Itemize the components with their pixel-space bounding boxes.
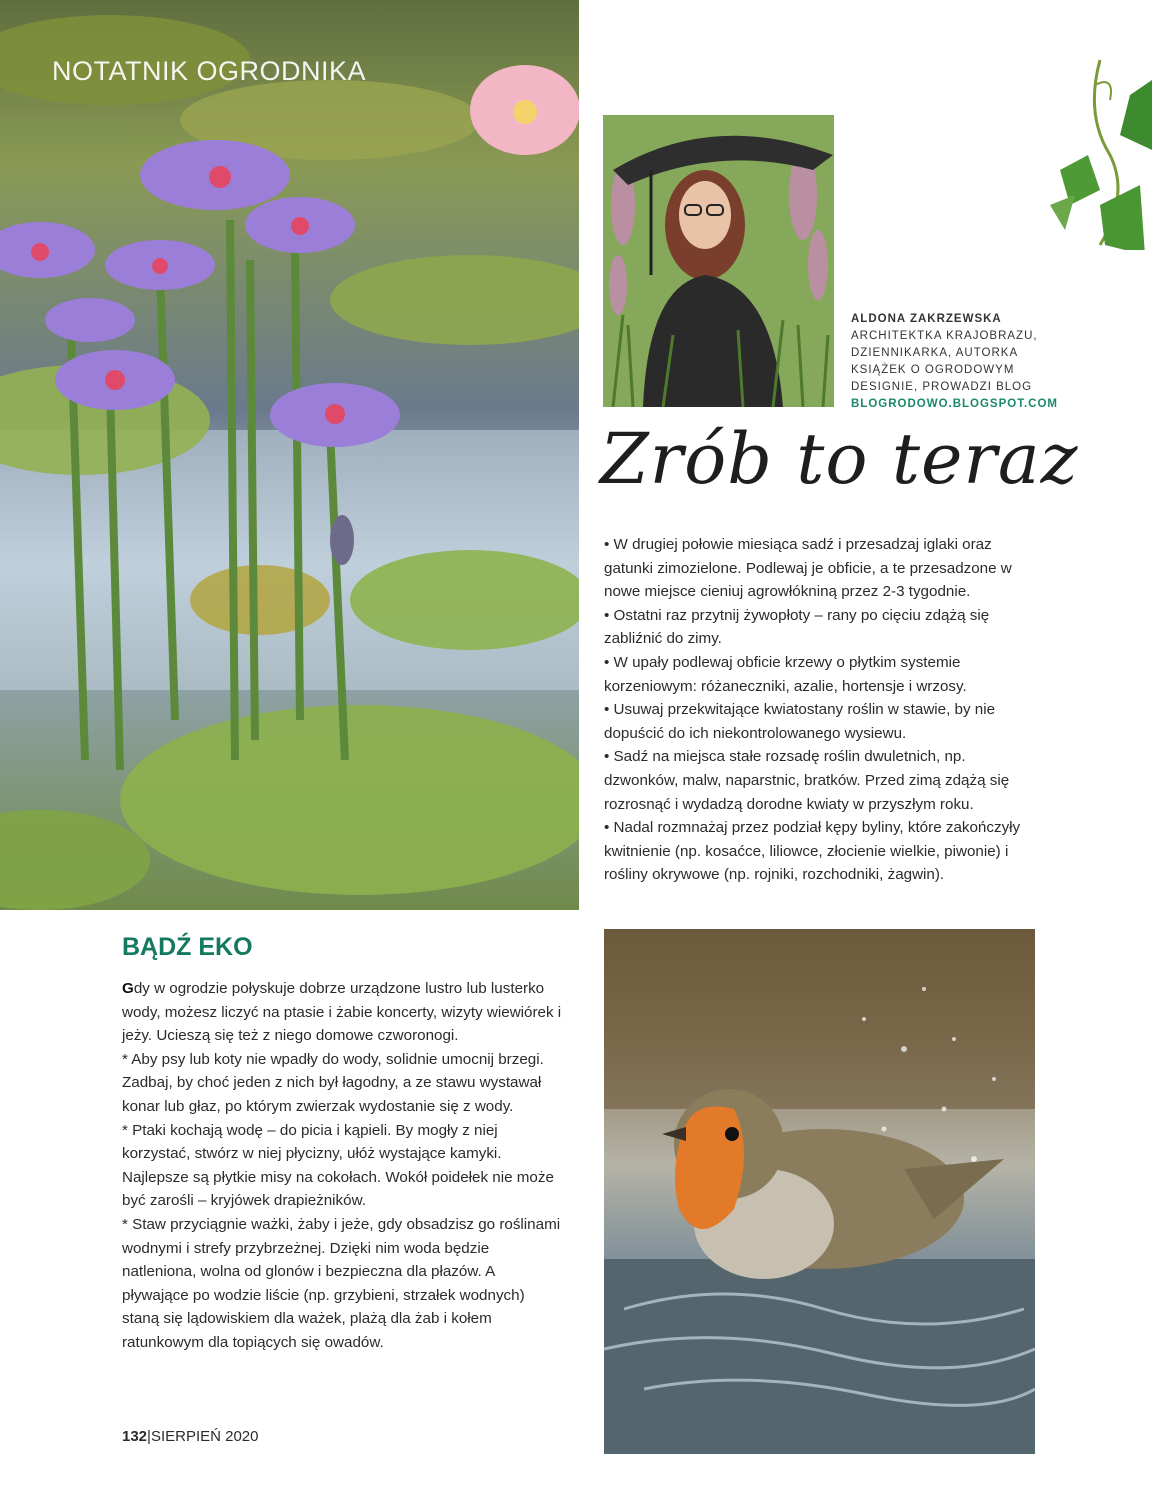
water-lily-photo [0, 0, 579, 910]
page-number: 132 [122, 1428, 148, 1445]
tip-item: • W drugiej połowie miesiąca sadź i przesadzaj iglaki oraz gatunki zimozielone. Podlewaj je obficie, a te przesadzone w nowe miejsce cieniuj agrowłókniną przez 2-3 tygodnie. [604, 533, 1044, 604]
eco-intro: Gdy w ogrodzie połyskuje dobrze urządzone lustro lub lusterko wody, możesz liczyć na ptasie i żabie koncerty, wizyty wiewiórek i jeży. Ucieszą się też z niego domowe czworonogi. [122, 980, 562, 1045]
tip-item: • Nadal rozmnażaj przez podział kępy byliny, które zakończyły kwitnienie (np. kosaćce, liliowce, złocienie wielkie, piwonie) i rośliny okrywowe (np. rojniki, rozchodniki, żagwin). [604, 816, 1044, 887]
tip-item: • Sadź na miejsca stałe rozsadę roślin dwuletnich, np. dzwonków, malw, naparstnic, bratków. Przed zimą zdążą się rozrosnąć i wydadzą dorodne kwiaty w przyszłym roku. [604, 745, 1044, 816]
author-name: ALDONA ZAKRZEWSKA [851, 313, 1002, 325]
eco-point: * Staw przyciągnie ważki, żaby i jeże, gdy obsadzisz go roślinami wodnymi i strefy przybrzeżnej. Dzięki nim woda będzie natleniona, wolna od glonów i bezpieczna dla płazów. A pływające po wodzie liście (np. grzybieni, strzałek wodnych) staną się lądowiskiem dla ważek, plażą dla żab i kołem ratunkowym dla topiących się owadów. [122, 1215, 561, 1351]
author-illustration [603, 115, 834, 407]
eco-point: * Aby psy lub koty nie wpadły do wody, solidnie umocnij brzegi. Zadbaj, by choć jeden z nich był łagodny, a ze stawu wystawał konar lub głaz, po którym zwierzak wydostanie się z wody. [122, 1050, 544, 1115]
author-info [851, 311, 1061, 413]
issue-date: SIERPIEŃ 2020 [150, 1428, 259, 1445]
author-role-line: KSIĄŻEK O OGRODOWYM [851, 364, 1015, 376]
page-folio [122, 1428, 259, 1445]
grapevine-decoration-icon [1040, 55, 1152, 250]
eco-section-body [122, 977, 562, 1355]
tip-item: • Ostatni raz przytnij żywopłoty – rany po cięciu zdążą się zabliźnić do zimy. [604, 604, 1044, 651]
robin-bathing-photo [604, 929, 1035, 1454]
section-tag: NOTATNIK OGRODNIKA [52, 56, 367, 86]
author-role-line: DZIENNIKARKA, AUTORKA [851, 347, 1019, 359]
author-role-line: DESIGNIE, PROWADZI BLOG [851, 381, 1033, 393]
robin-illustration [604, 929, 1035, 1454]
folio-separator: | [147, 1428, 151, 1445]
water-lily-illustration [0, 0, 579, 910]
tip-item: • W upały podlewaj obficie krzewy o płytkim systemie korzeniowym: różaneczniki, azalie, hortensje i wrzosy. [604, 651, 1044, 698]
headline: Zrób to teraz [600, 418, 1079, 500]
author-role-line: ARCHITEKTKA KRAJOBRAZU, [851, 330, 1038, 342]
tip-item: • Usuwaj przekwitające kwiatostany roślin w stawie, by nie dopuścić do ich niekontrolowanego wysiewu. [604, 698, 1044, 745]
tips-list [604, 533, 1044, 887]
author-with-umbrella-photo [603, 115, 834, 407]
eco-point: * Ptaki kochają wodę – do picia i kąpieli. By mogły z niej korzystać, stwórz w niej płycizny, ułóż wystające kamyki. Najlepsze są płytkie misy na cokołach. Wokół poidełek nie może być zarośli – kryjówek drapieżników. [122, 1121, 554, 1210]
author-blog-link[interactable]: BLOGRODOWO.BLOGSPOT.COM [851, 398, 1058, 410]
eco-section-title: BĄDŹ EKO [122, 933, 253, 961]
